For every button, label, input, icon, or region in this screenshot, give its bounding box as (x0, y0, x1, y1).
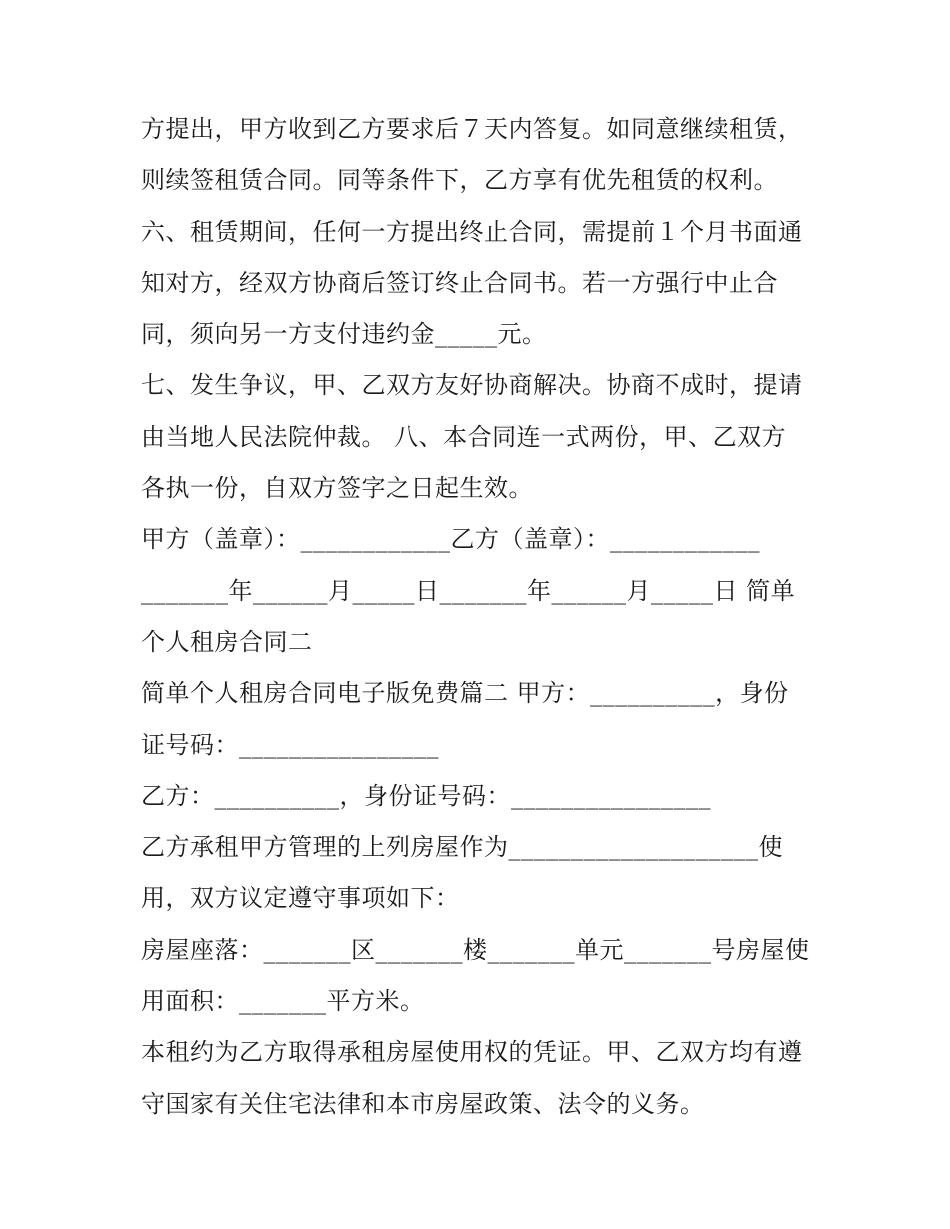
text-line: 守国家有关住宅法律和本市房屋政策、法令的义务。 (141, 1089, 705, 1118)
text-line: 方提出，甲方收到乙方要求后７天内答复。如同意继续租赁， (141, 115, 803, 143)
text-line: 用，双方议定遵守事项如下： (141, 884, 460, 913)
text-line: 则续签租赁合同。同等条件下，乙方享有优先租赁的权利。 (141, 166, 778, 195)
text-line: 用面积：_______平方米。 (141, 987, 425, 1016)
text-line: 证号码：________________ (141, 730, 439, 759)
text-line: 各执一份，自双方签字之日起生效。 (141, 474, 533, 503)
text-line: 七、发生争议，甲、乙双方友好协商解决。协商不成时，提请 (141, 371, 803, 400)
date-line: _______年______月_____日_______年______月_____日 简单 (141, 576, 796, 605)
text-line: 同，须向另一方支付违约金_____元。 (141, 320, 547, 349)
text-line: 房屋座落：_______区_______楼_______单元_______号房屋使 (141, 935, 810, 964)
signature-line: 甲方（盖章）：____________乙方（盖章）：____________ (141, 525, 760, 554)
text-line: 六、租赁期间，任何一方提出终止合同，需提前１个月书面通 (141, 217, 803, 246)
text-line: 由当地人民法院仲裁。 八、本合同连一式两份，甲、乙双方 (141, 422, 787, 451)
text-line: 本租约为乙方取得承租房屋使用权的凭证。甲、乙双方均有遵 (141, 1038, 803, 1067)
text-line: 乙方：__________，身份证号码：________________ (141, 781, 711, 810)
text-line: 知对方，经双方协商后签订终止合同书。若一方强行中止合 (141, 268, 778, 297)
document-body (141, 104, 821, 1130)
text-line: 简单个人租房合同电子版免费篇二 甲方：__________，身份 (141, 679, 789, 708)
section-title: 个人租房合同二 (141, 627, 313, 656)
text-line: 乙方承租甲方管理的上列房屋作为____________________使 (141, 833, 783, 862)
